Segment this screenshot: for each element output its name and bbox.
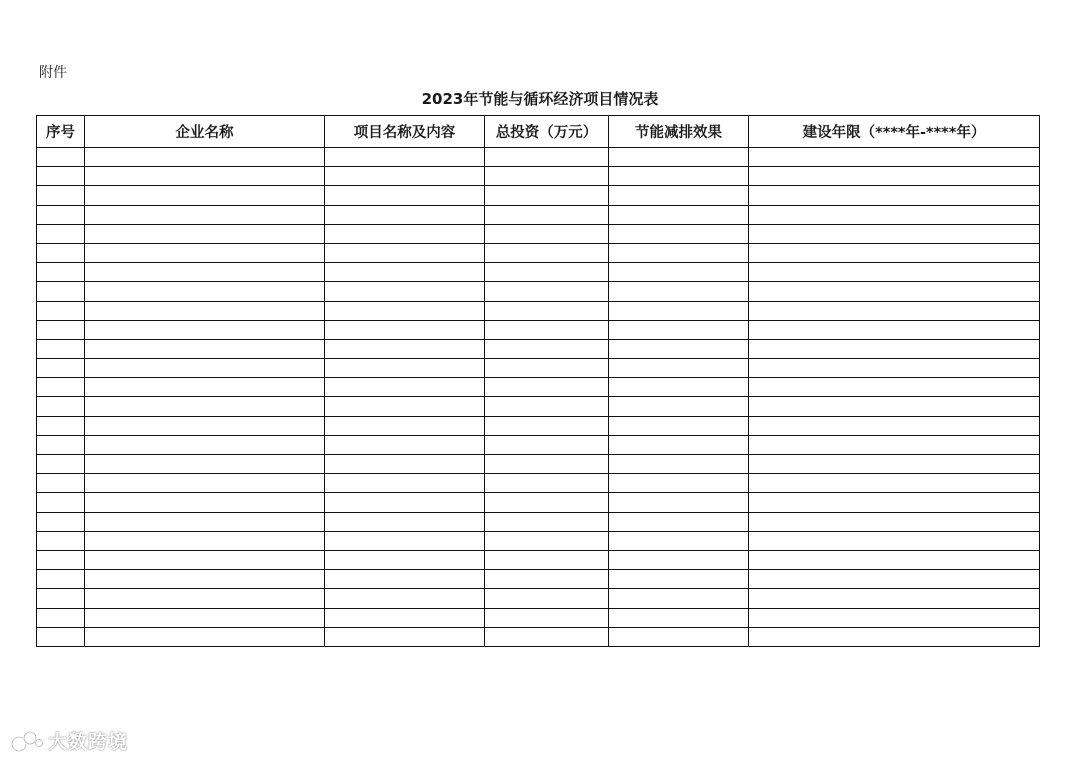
table-cell — [37, 455, 85, 474]
watermark — [10, 727, 128, 754]
table-cell — [749, 455, 1040, 474]
table-header-row — [37, 116, 1040, 148]
table-cell — [485, 435, 609, 454]
table-cell — [485, 263, 609, 282]
table-cell — [85, 339, 325, 358]
table-row — [37, 301, 1040, 320]
table-cell — [325, 416, 485, 435]
table-cell — [485, 627, 609, 646]
table-cell — [85, 608, 325, 627]
table-cell — [609, 455, 749, 474]
table-cell — [325, 570, 485, 589]
table-cell — [325, 167, 485, 186]
table-cell — [37, 359, 85, 378]
table-cell — [85, 243, 325, 262]
table-row — [37, 455, 1040, 474]
table-cell — [749, 512, 1040, 531]
table-row — [37, 243, 1040, 262]
table-cell — [85, 474, 325, 493]
table-cell — [85, 435, 325, 454]
table-cell — [485, 339, 609, 358]
table-cell — [749, 570, 1040, 589]
table-cell — [325, 455, 485, 474]
table-cell — [85, 570, 325, 589]
table-cell — [609, 205, 749, 224]
table-cell — [485, 589, 609, 608]
table-cell — [85, 167, 325, 186]
table-row — [37, 512, 1040, 531]
table-cell — [85, 455, 325, 474]
table-cell — [609, 512, 749, 531]
table-cell — [749, 435, 1040, 454]
watermark-text: 大数跨境 — [48, 731, 129, 753]
table-cell — [325, 435, 485, 454]
header-company-name: 企业名称 — [85, 116, 325, 148]
table-row — [37, 186, 1040, 205]
table-row — [37, 608, 1040, 627]
table-cell — [37, 148, 85, 167]
table-cell — [85, 550, 325, 569]
table-cell — [85, 320, 325, 339]
table-cell — [609, 282, 749, 301]
table-cell — [485, 359, 609, 378]
table-cell — [485, 512, 609, 531]
table-cell — [749, 224, 1040, 243]
table-cell — [485, 148, 609, 167]
table-cell — [325, 397, 485, 416]
table-cell — [609, 320, 749, 339]
header-index: 序号 — [37, 116, 85, 148]
table-cell — [85, 359, 325, 378]
table-row — [37, 224, 1040, 243]
table-cell — [325, 359, 485, 378]
table-row — [37, 416, 1040, 435]
table-cell — [609, 550, 749, 569]
table-cell — [85, 531, 325, 550]
table-cell — [325, 282, 485, 301]
table-cell — [749, 282, 1040, 301]
table-cell — [749, 243, 1040, 262]
table-cell — [485, 397, 609, 416]
table-row — [37, 148, 1040, 167]
table-cell — [37, 531, 85, 550]
table-cell — [749, 589, 1040, 608]
table-cell — [485, 243, 609, 262]
attachment-label: 附件 — [39, 65, 67, 81]
table-cell — [325, 378, 485, 397]
table-row — [37, 359, 1040, 378]
table-cell — [37, 205, 85, 224]
table-cell — [37, 512, 85, 531]
table-cell — [325, 148, 485, 167]
table-cell — [37, 320, 85, 339]
table-cell — [749, 359, 1040, 378]
table-cell — [37, 263, 85, 282]
table-cell — [609, 148, 749, 167]
project-table — [36, 115, 1040, 647]
table-row — [37, 397, 1040, 416]
table-cell — [85, 512, 325, 531]
table-cell — [85, 186, 325, 205]
table-row — [37, 263, 1040, 282]
table-cell — [485, 282, 609, 301]
table-cell — [325, 608, 485, 627]
table-cell — [325, 589, 485, 608]
table-cell — [609, 186, 749, 205]
table-cell — [609, 397, 749, 416]
table-cell — [37, 570, 85, 589]
table-cell — [609, 301, 749, 320]
table-cell — [485, 224, 609, 243]
table-cell — [749, 550, 1040, 569]
table-cell — [609, 243, 749, 262]
table-cell — [749, 301, 1040, 320]
table-cell — [325, 243, 485, 262]
table-cell — [325, 301, 485, 320]
table-cell — [609, 627, 749, 646]
table-row — [37, 320, 1040, 339]
table-cell — [37, 493, 85, 512]
table-row — [37, 493, 1040, 512]
table-row — [37, 570, 1040, 589]
table-row — [37, 282, 1040, 301]
table-cell — [37, 550, 85, 569]
table-cell — [749, 474, 1040, 493]
table-cell — [485, 167, 609, 186]
table-row — [37, 205, 1040, 224]
table-cell — [609, 167, 749, 186]
table-cell — [609, 339, 749, 358]
table-cell — [485, 205, 609, 224]
table-cell — [37, 474, 85, 493]
table-cell — [485, 570, 609, 589]
table-cell — [609, 416, 749, 435]
table-cell — [85, 148, 325, 167]
table-cell — [609, 435, 749, 454]
table-cell — [37, 378, 85, 397]
table-cell — [37, 627, 85, 646]
table-body — [37, 148, 1040, 647]
table-cell — [37, 301, 85, 320]
table-cell — [749, 263, 1040, 282]
table-cell — [37, 435, 85, 454]
table-cell — [749, 320, 1040, 339]
header-total-investment: 总投资（万元） — [485, 116, 609, 148]
table-cell — [85, 589, 325, 608]
table-cell — [325, 263, 485, 282]
table-cell — [749, 148, 1040, 167]
table-cell — [325, 224, 485, 243]
table-cell — [325, 531, 485, 550]
table-cell — [37, 339, 85, 358]
table-cell — [325, 186, 485, 205]
table-cell — [485, 474, 609, 493]
table-cell — [749, 378, 1040, 397]
header-project-name: 项目名称及内容 — [325, 116, 485, 148]
table-cell — [749, 627, 1040, 646]
table-row — [37, 339, 1040, 358]
header-energy-saving-effect: 节能减排效果 — [609, 116, 749, 148]
table-cell — [85, 416, 325, 435]
table-row — [37, 531, 1040, 550]
table-cell — [485, 378, 609, 397]
header-construction-period: 建设年限（****年-****年） — [749, 116, 1040, 148]
table-cell — [609, 224, 749, 243]
table-cell — [85, 397, 325, 416]
table-row — [37, 589, 1040, 608]
table-cell — [85, 282, 325, 301]
table-cell — [609, 493, 749, 512]
table-cell — [485, 301, 609, 320]
table-cell — [749, 493, 1040, 512]
table-cell — [85, 301, 325, 320]
table-cell — [37, 608, 85, 627]
table-cell — [85, 493, 325, 512]
brand-logo-icon — [10, 728, 44, 754]
table-row — [37, 435, 1040, 454]
table-cell — [749, 186, 1040, 205]
table-cell — [37, 416, 85, 435]
table-cell — [37, 282, 85, 301]
table-cell — [749, 339, 1040, 358]
table-cell — [485, 416, 609, 435]
table-cell — [609, 263, 749, 282]
table-cell — [325, 627, 485, 646]
table-cell — [325, 205, 485, 224]
table-cell — [325, 493, 485, 512]
table-cell — [609, 378, 749, 397]
table-cell — [485, 531, 609, 550]
table-cell — [37, 589, 85, 608]
table-cell — [485, 186, 609, 205]
table-cell — [485, 455, 609, 474]
table-cell — [485, 320, 609, 339]
table-cell — [749, 608, 1040, 627]
table-cell — [325, 339, 485, 358]
table-cell — [749, 397, 1040, 416]
table-cell — [609, 608, 749, 627]
table-cell — [37, 397, 85, 416]
table-cell — [609, 570, 749, 589]
table-cell — [609, 359, 749, 378]
table-cell — [325, 512, 485, 531]
table-cell — [609, 474, 749, 493]
table-row — [37, 627, 1040, 646]
table-cell — [85, 263, 325, 282]
table-row — [37, 550, 1040, 569]
table-cell — [609, 531, 749, 550]
table-cell — [609, 589, 749, 608]
table-cell — [85, 378, 325, 397]
table-cell — [749, 167, 1040, 186]
table-cell — [37, 224, 85, 243]
table-cell — [485, 550, 609, 569]
table-cell — [325, 550, 485, 569]
table-cell — [749, 205, 1040, 224]
table-cell — [325, 320, 485, 339]
table-row — [37, 474, 1040, 493]
table-cell — [749, 416, 1040, 435]
table-row — [37, 378, 1040, 397]
table-cell — [85, 205, 325, 224]
table-cell — [325, 474, 485, 493]
table-cell — [37, 186, 85, 205]
document-title: 2023年节能与循环经济项目情况表 — [421, 90, 659, 108]
table-cell — [85, 627, 325, 646]
table-cell — [37, 243, 85, 262]
table-cell — [37, 167, 85, 186]
table-row — [37, 167, 1040, 186]
table-cell — [485, 608, 609, 627]
table-cell — [485, 493, 609, 512]
table-cell — [749, 531, 1040, 550]
table-cell — [85, 224, 325, 243]
